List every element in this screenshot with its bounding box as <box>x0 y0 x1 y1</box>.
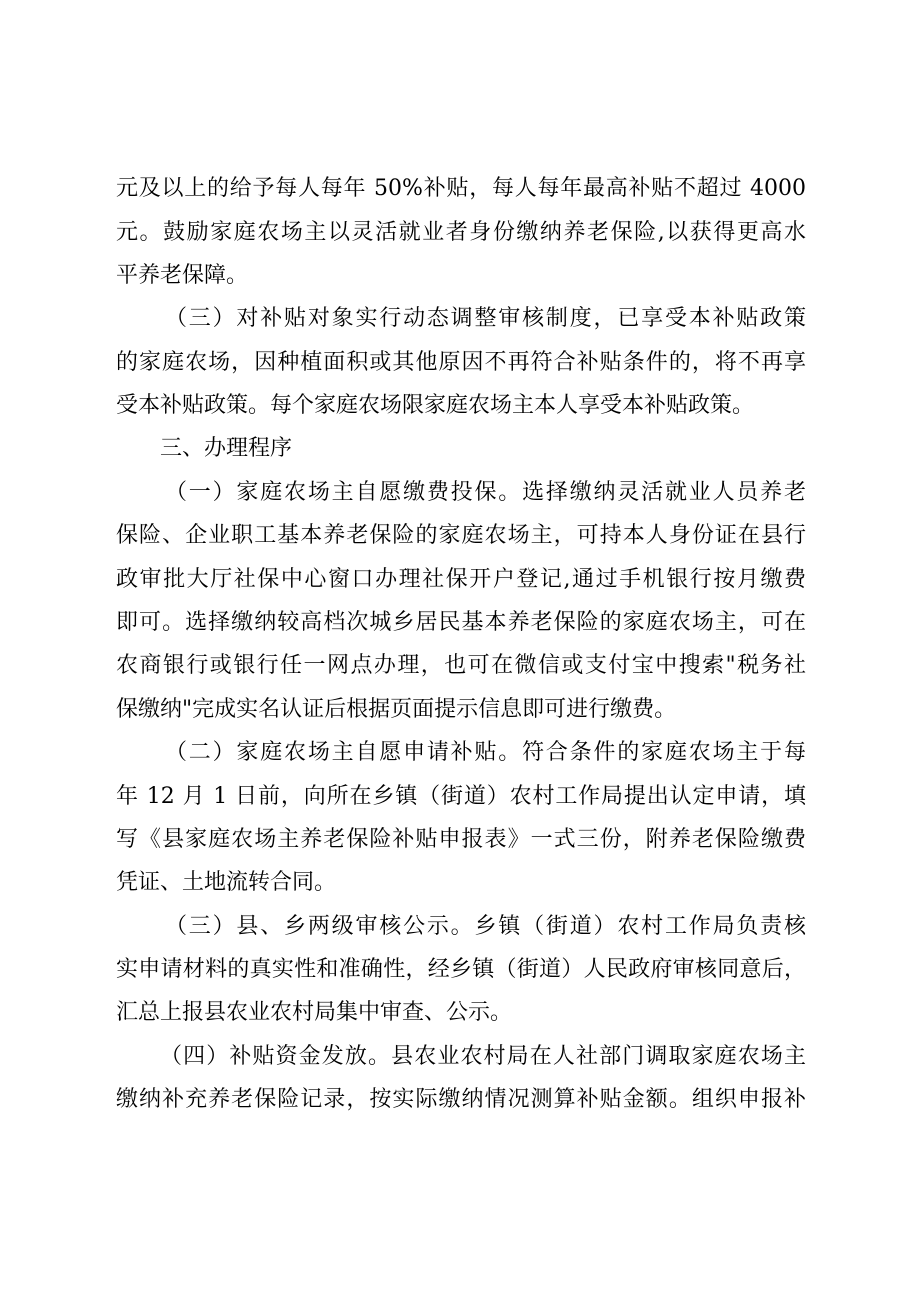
text-line-5: 的家庭农场，因种植面积或其他原因不再符合补贴条件的，将不再享 <box>116 350 806 375</box>
text-line-15: 年 12 月 1 日前，向所在乡镇（街道）农村工作局提出认定申请，填 <box>116 784 806 809</box>
text-line-13: 保缴纳"完成实名认证后根据页面提示信息即可进行缴费。 <box>116 697 677 722</box>
text-line-17: 凭证、土地流转合同。 <box>116 870 337 895</box>
text-line-9: 保险、企业职工基本养老保险的家庭农场主，可持本人身份证在县行 <box>116 523 806 548</box>
section-heading: 三、办理程序 <box>160 436 293 461</box>
text-line-10: 政审批大厅社保中心窗口办理社保开户登记,通过手机银行按月缴费 <box>116 567 806 592</box>
paragraph-1-line-1: （一）家庭农场主自愿缴费投保。选择缴纳灵活就业人员养老 <box>165 480 806 505</box>
text-line-12: 农商银行或银行任一网点办理，也可在微信或支付宝中搜索"税务社 <box>116 653 806 678</box>
paragraph-3b-line-1: （三）县、乡两级审核公示。乡镇（街道）农村工作局负责核 <box>165 914 806 939</box>
paragraph-3-line-1: （三）对补贴对象实行动态调整审核制度，已享受本补贴政策 <box>165 306 806 331</box>
text-line-3: 平养老保障。 <box>116 263 249 288</box>
text-line-16: 写《县家庭农场主养老保险补贴申报表》一式三份，附养老保险缴费 <box>116 827 806 852</box>
text-line-1: 元及以上的给予每人每年 50%补贴，每人每年最高补贴不超过 4000 <box>116 176 806 201</box>
text-line-19: 实申请材料的真实性和准确性，经乡镇（街道）人民政府审核同意后， <box>116 957 806 982</box>
text-line-2: 元。鼓励家庭农场主以灵活就业者身份缴纳养老保险,以获得更高水 <box>116 220 806 245</box>
text-line-6: 受本补贴政策。每个家庭农场限家庭农场主本人享受本补贴政策。 <box>116 393 755 418</box>
paragraph-4-line-1: （四）补贴资金发放。县农业农村局在人社部门调取家庭农场主 <box>160 1044 806 1069</box>
paragraph-2-line-1: （二）家庭农场主自愿申请补贴。符合条件的家庭农场主于每 <box>165 740 806 765</box>
text-line-11: 即可。选择缴纳较高档次城乡居民基本养老保险的家庭农场主，可在 <box>116 610 806 635</box>
text-line-20: 汇总上报县农业农村局集中审查、公示。 <box>116 1000 513 1025</box>
text-line-22: 缴纳补充养老保险记录，按实际缴纳情况测算补贴金额。组织申报补 <box>116 1087 806 1112</box>
